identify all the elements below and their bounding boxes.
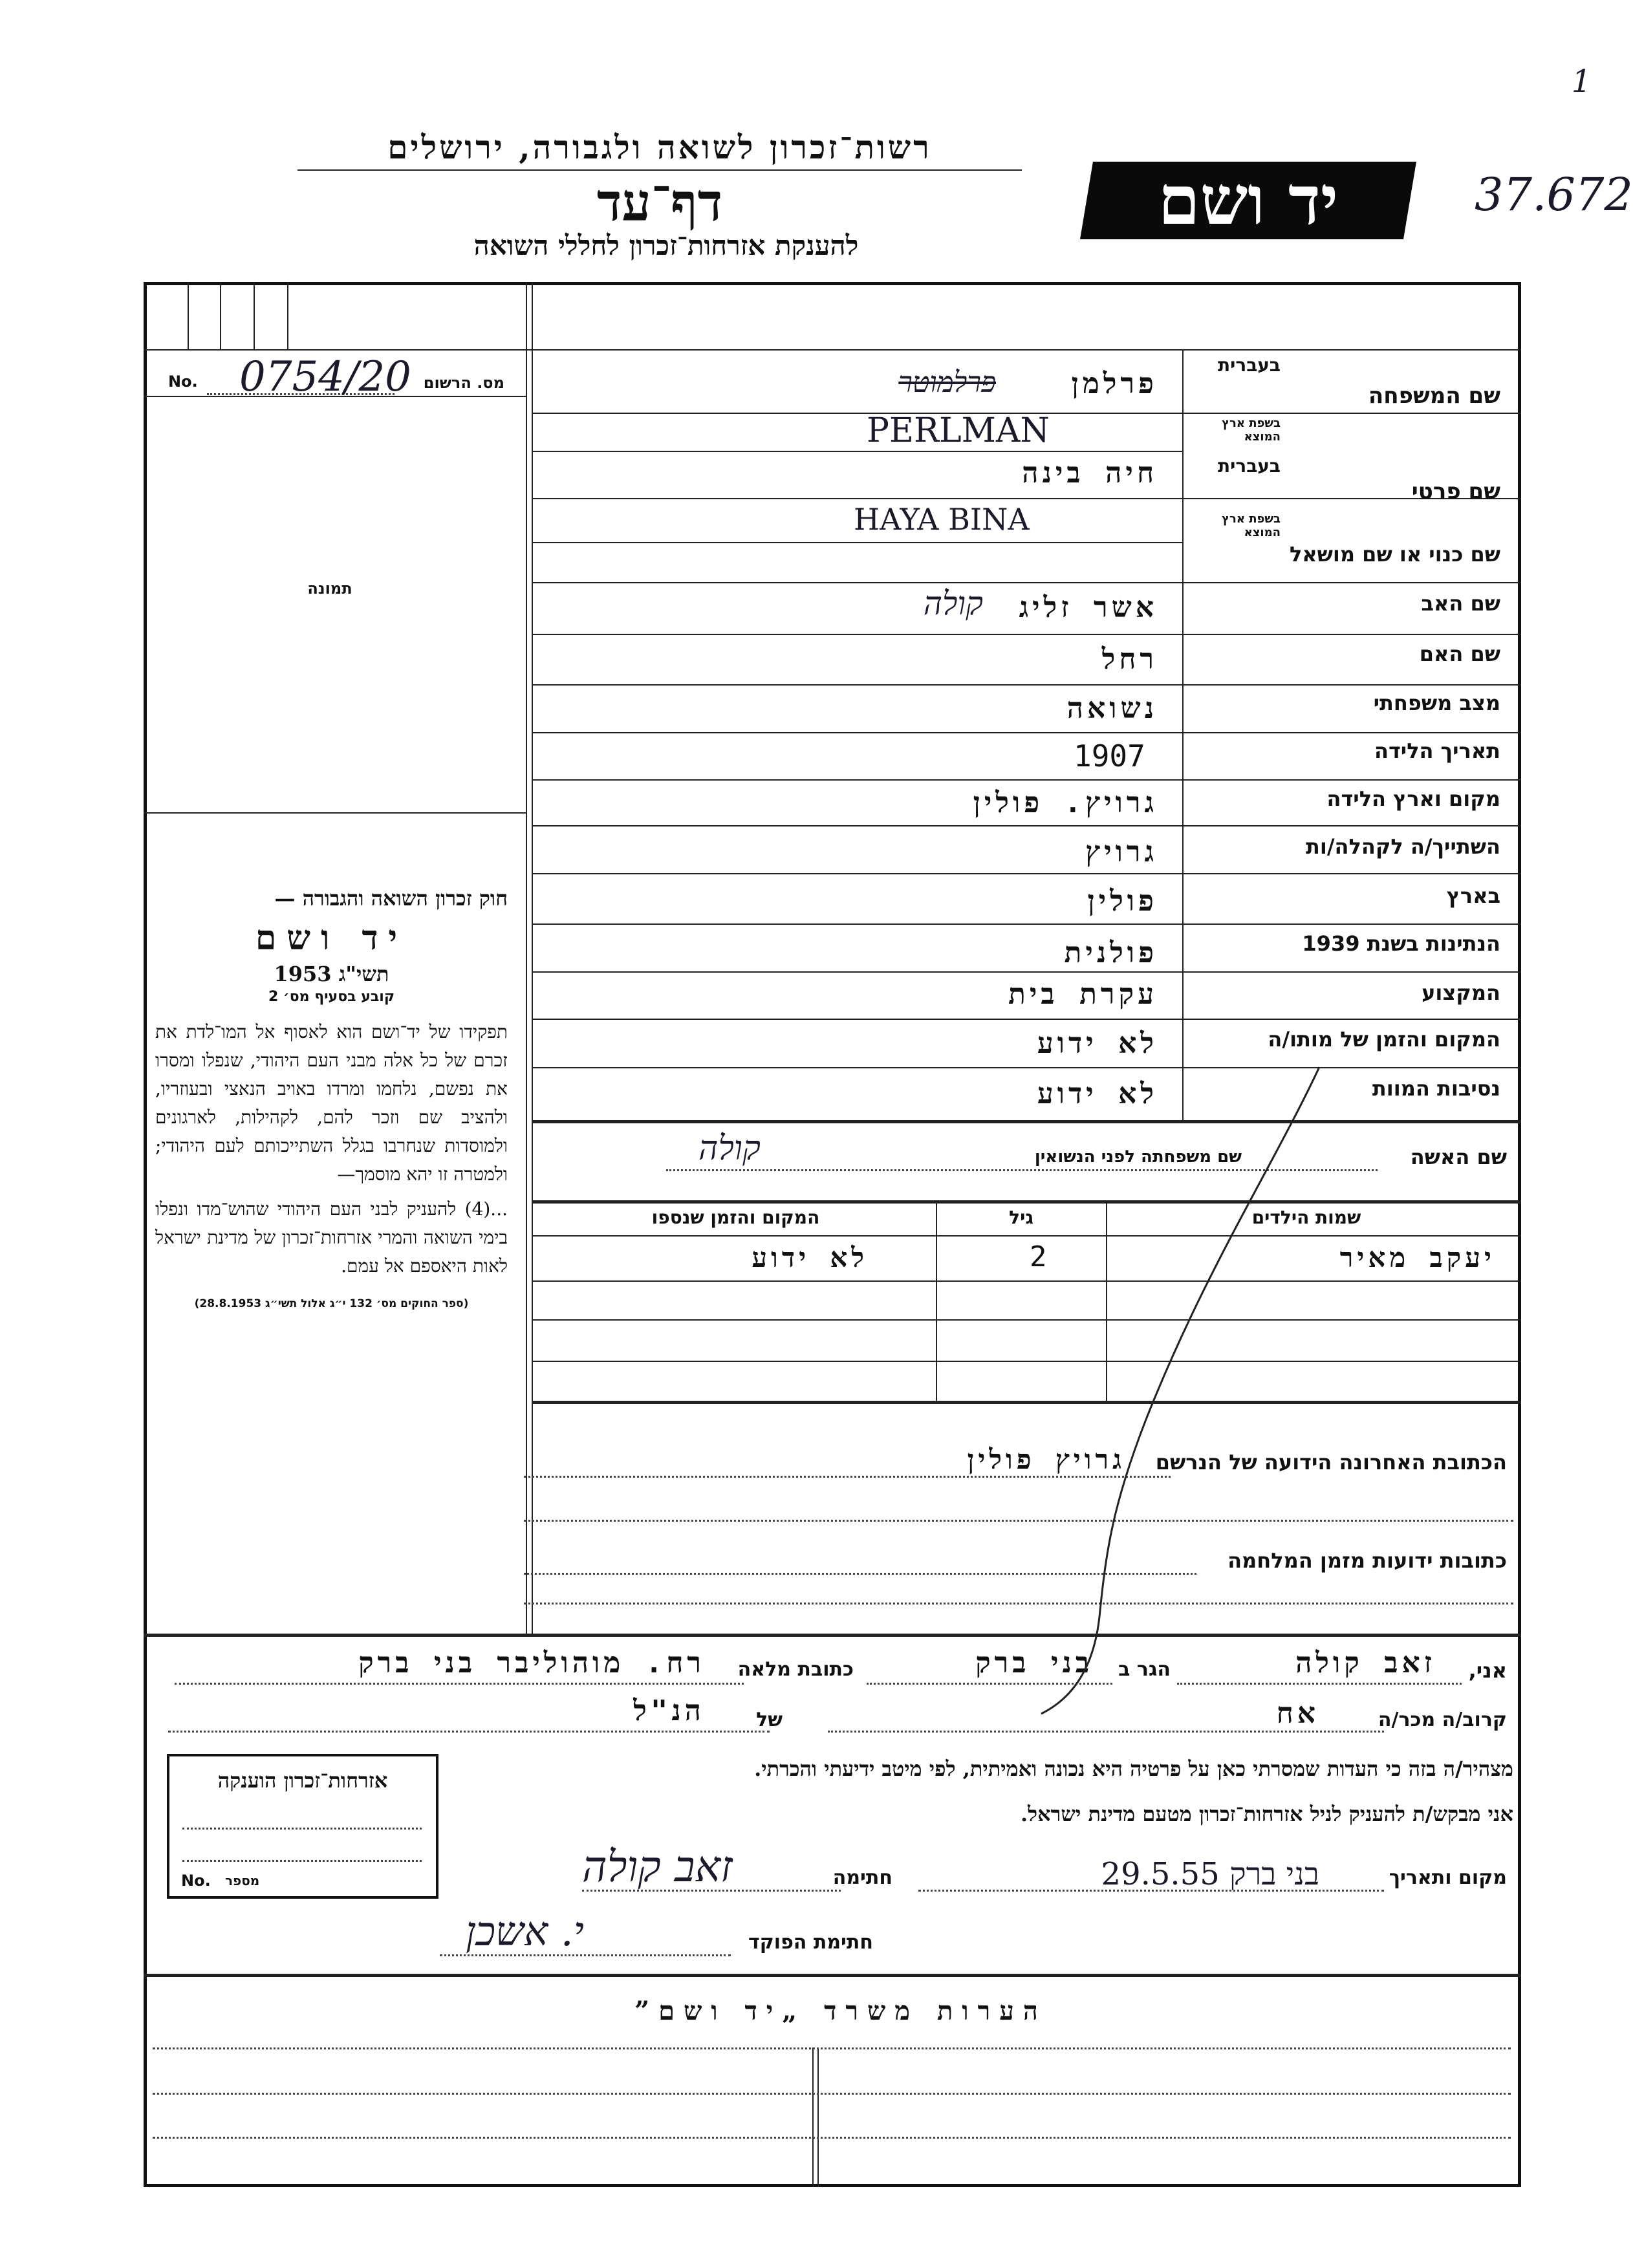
office-notes-area[interactable] bbox=[153, 2047, 1511, 2183]
form-subtitle: להענקת אזרחות־זכרון לחללי השואה bbox=[473, 230, 859, 261]
country-label: בארץ bbox=[1446, 883, 1500, 908]
surname-hebrew-label: בעברית bbox=[1217, 354, 1281, 376]
birthplace-value: גרויץ. פולין bbox=[973, 786, 1158, 819]
child-age-cell: 2 bbox=[1030, 1240, 1047, 1273]
spouse-label: שם האשה bbox=[1410, 1145, 1507, 1169]
law-source: (ספר החוקים מס׳ 132 י״ג אלול תשי״ג 28.8.1953) bbox=[194, 1297, 469, 1310]
surname-hebrew-struck: פרלמוטר bbox=[898, 366, 996, 399]
law-name: יד ושם bbox=[255, 918, 408, 958]
firstname-label: שם פרטי bbox=[1411, 479, 1500, 504]
profession-label: המקצוע bbox=[1422, 980, 1500, 1005]
declarant-name: זאב קולה bbox=[1295, 1647, 1436, 1679]
citizenship-label: הנתינות בשנת 1939 bbox=[1302, 931, 1500, 956]
law-clause: קובע בסעיף מס׳ 2 bbox=[268, 989, 395, 1005]
last-address-label: הכתובת האחרונה הידועה של הנרשם bbox=[1155, 1450, 1507, 1474]
registration-number: 0754/20 bbox=[239, 353, 411, 401]
profession-field[interactable] bbox=[543, 974, 1171, 1018]
officer-signature-label: חתימת הפוקד bbox=[748, 1931, 873, 1954]
place-date-signature-row[interactable] bbox=[556, 1843, 1513, 1895]
spouse-maiden-value: קולה bbox=[698, 1129, 761, 1168]
birthdate-label: תאריך הלידה bbox=[1374, 739, 1500, 763]
law-paragraph-1: תפקידו של יד־ושם הוא לאסוף אל המו־לדת את זכרם של כל אלה מבני העם היהודי, שנפלו ומסרו את נפשם, נלחמו ומרדו באויב הנאצי ובעוזריו, ולהציב שם וזכר להם, לקהילות, לארגונים ולמוסדות שנחרבו בגלל השתייכותם לעם היהודי; ולמטרה זו יהא מוסמך— bbox=[155, 1021, 508, 1185]
reference-number: 37.672 bbox=[1475, 168, 1633, 221]
law-title: חוק זכרון השואה והגבורה — bbox=[274, 886, 508, 911]
relation-of-label: של bbox=[756, 1709, 783, 1731]
community-label: השתייך/ה לקהלה/ות bbox=[1305, 834, 1500, 859]
surname-latin-field[interactable] bbox=[543, 411, 1171, 451]
surname-label: שם המשפחה bbox=[1368, 383, 1500, 409]
death-circumstances-label: נסיבות המוות bbox=[1372, 1076, 1500, 1101]
officer-signature-row[interactable] bbox=[427, 1908, 880, 1960]
community-field[interactable] bbox=[543, 828, 1171, 872]
photo-area[interactable] bbox=[149, 398, 524, 812]
surname-hebrew-value: פרלמן bbox=[1071, 367, 1158, 400]
mother-label: שם האם bbox=[1419, 642, 1500, 666]
declarant-resides-label: הגר ב bbox=[1118, 1658, 1171, 1681]
declarant-signature: זאב קולה bbox=[582, 1842, 733, 1892]
place-date-label: מקום ותאריך bbox=[1389, 1866, 1507, 1889]
check-mark-stroke bbox=[967, 1061, 1332, 1720]
surname-origin-label: בשפת ארץ המוצא bbox=[1222, 416, 1281, 444]
declarant-city: בני ברק bbox=[975, 1647, 1093, 1679]
firstname-hebrew-field[interactable] bbox=[543, 455, 1171, 495]
death-place-value: לא ידוע bbox=[1037, 1027, 1158, 1060]
officer-signature: י. אשכן bbox=[466, 1908, 584, 1955]
children-names-header: שמות הילדים bbox=[1251, 1207, 1361, 1228]
nickname-label: שם כנוי או שם מושאל bbox=[1289, 542, 1500, 567]
child-place-cell: לא ידוע bbox=[752, 1242, 868, 1273]
corner-number: 1 bbox=[1572, 63, 1592, 100]
spouse-maiden-label: שם משפחתה לפני הנשואין bbox=[1034, 1147, 1242, 1167]
children-age-header: גיל bbox=[1009, 1207, 1033, 1228]
children-place-header: המקום והזמן שנספו bbox=[651, 1207, 820, 1228]
surname-hebrew-field[interactable] bbox=[543, 362, 1171, 409]
mother-value: רחל bbox=[1101, 643, 1158, 676]
firstname-latin-field[interactable] bbox=[543, 502, 1171, 541]
marital-status-label: מצב משפחתי bbox=[1373, 691, 1500, 715]
birthdate-value: 1907 bbox=[1074, 739, 1145, 773]
registration-label: מס. הרשום bbox=[423, 374, 504, 392]
birthdate-field[interactable] bbox=[543, 735, 1171, 777]
war-address-label: כתובות ידועות מזמן המלחמה bbox=[1227, 1548, 1507, 1573]
registration-number-field[interactable]: No. 0754/20 מס. הרשום bbox=[168, 353, 504, 401]
father-value: אשר זליג bbox=[1019, 591, 1158, 624]
law-text-block bbox=[155, 886, 508, 1310]
authority-title: רשות־זכרון לשואה ולגבורה, ירושלים bbox=[387, 128, 932, 166]
firstname-latin-value: HAYA BINA bbox=[854, 502, 1030, 537]
relation-label: קרוב/ה מכר/ה bbox=[1378, 1709, 1507, 1731]
death-circumstances-value: לא ידוע bbox=[1037, 1077, 1158, 1110]
photo-label: תמונה bbox=[307, 579, 352, 598]
certificate-title: אזרחות־זכרון הוענקה bbox=[217, 1768, 388, 1793]
declarant-address-label: כתובת מלאה bbox=[737, 1658, 854, 1681]
form-title: דף־עד bbox=[596, 172, 723, 233]
child-name-cell: יעקב מאיר bbox=[1339, 1242, 1495, 1273]
declaration-statement-1: מצהיר/ה בזה כי העדות שמסרתי כאן על פרטיה היא נכונה ואמיתית, לפי מיטב ידיעתי והכרתי. bbox=[754, 1756, 1513, 1781]
yad-vashem-logo: יד ושם bbox=[1074, 155, 1423, 246]
place-date-value: בני ברק 29.5.55 bbox=[1101, 1856, 1319, 1892]
mother-field[interactable] bbox=[543, 636, 1171, 683]
birthplace-label: מקום וארץ הלידה bbox=[1326, 786, 1500, 811]
signature-label: חתימה bbox=[832, 1866, 892, 1889]
law-year: תשי"ג 1953 bbox=[274, 962, 389, 986]
citizenship-field[interactable] bbox=[543, 926, 1171, 970]
firstname-hebrew-label: בעברית bbox=[1217, 455, 1281, 477]
declarant-i-label: אני, bbox=[1468, 1658, 1507, 1683]
relation-value: אח bbox=[1276, 1697, 1319, 1730]
last-address-value: גרויץ פולין bbox=[967, 1443, 1125, 1475]
country-value: פולין bbox=[1087, 885, 1158, 918]
marital-status-field[interactable] bbox=[543, 687, 1171, 731]
country-field[interactable] bbox=[543, 876, 1171, 922]
citizenship-value: פולנית bbox=[1064, 936, 1158, 969]
certificate-box[interactable] bbox=[167, 1754, 438, 1899]
firstname-hebrew-value: חיה בינה bbox=[1022, 457, 1158, 490]
firstname-origin-label: בשפת ארץ המוצא bbox=[1222, 512, 1281, 539]
marital-status-value: נשואה bbox=[1066, 692, 1158, 725]
birthplace-field[interactable] bbox=[543, 781, 1171, 824]
declaration-statement-2: אני מבקש/ת להעניק לניל אזרחות־זכרון מטעם מדינת ישראל. bbox=[1020, 1802, 1513, 1826]
father-label: שם האב bbox=[1421, 591, 1500, 616]
certificate-number-label: מספר bbox=[225, 1873, 260, 1888]
declarant-address-value: רח. מוהוליבר בני ברק bbox=[358, 1647, 705, 1679]
death-place-label: המקום והזמן של מותו/ה bbox=[1268, 1027, 1500, 1052]
relation-of-value: הנ"ל bbox=[633, 1694, 705, 1727]
father-field[interactable] bbox=[543, 585, 1171, 631]
certificate-no-label: No. bbox=[181, 1872, 211, 1890]
nickname-field[interactable] bbox=[543, 545, 1171, 581]
father-extra-value: קולה bbox=[923, 585, 983, 622]
community-value: גרויץ bbox=[1085, 836, 1158, 869]
death-place-field[interactable] bbox=[543, 1021, 1171, 1066]
profession-value: עקרת בית bbox=[1008, 978, 1158, 1011]
law-paragraph-2: ...(4) להעניק לבני העם היהודי שהוש־מדו ונפלו בימי השואה והמרי אזרחות־זכרון של מדינת ישראל לאות היאספם אל עמם. bbox=[155, 1198, 508, 1277]
office-notes-title: הערות משרד „יד ושם” bbox=[634, 1996, 1047, 2026]
surname-latin-value: PERLMAN bbox=[867, 411, 1050, 450]
